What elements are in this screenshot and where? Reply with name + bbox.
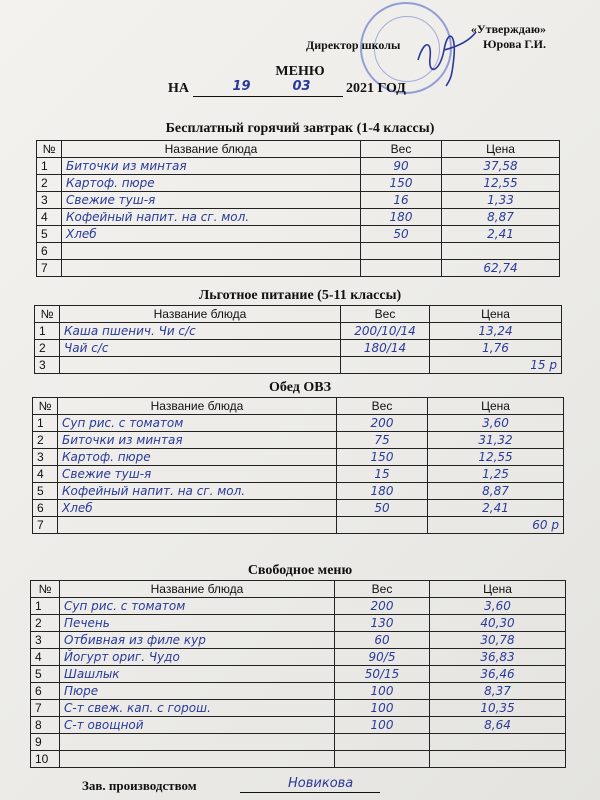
col-weight: Вес bbox=[337, 398, 428, 415]
table-row: 2 Картоф. пюре 150 12,55 bbox=[37, 175, 560, 192]
date-month: 03 bbox=[292, 79, 311, 94]
col-name: Название блюда bbox=[58, 398, 337, 415]
table-row: 6 Пюре 100 8,37 bbox=[31, 683, 566, 700]
table-row: 4 Кофейный напит. на сг. мол. 180 8,87 bbox=[37, 209, 560, 226]
col-no: № bbox=[37, 141, 62, 158]
table-header bbox=[31, 581, 566, 598]
table-breakfast bbox=[36, 140, 560, 277]
table-row: 5 Хлеб 50 2,41 bbox=[37, 226, 560, 243]
footer-signature-line bbox=[240, 792, 380, 793]
date-blank bbox=[193, 79, 343, 97]
table-discount bbox=[34, 305, 562, 374]
page-title: МЕНЮ bbox=[275, 64, 325, 79]
table-row: 2 Печень 130 40,30 bbox=[31, 615, 566, 632]
table-row: 6 bbox=[37, 243, 560, 260]
approval-block bbox=[471, 22, 546, 52]
col-no: № bbox=[31, 581, 60, 598]
table-row: 1 Каша пшенич. Чи с/с 200/10/14 13,24 bbox=[35, 323, 562, 340]
table-row: 3 15 р bbox=[35, 357, 562, 374]
table-row: 5 Кофейный напит. на сг. мол. 180 8,87 bbox=[33, 483, 564, 500]
col-price: Цена bbox=[428, 398, 564, 415]
section-title-breakfast: Бесплатный горячий завтрак (1-4 классы) bbox=[165, 121, 435, 136]
table-row: 2 Чай с/с 180/14 1,76 bbox=[35, 340, 562, 357]
footer-label: Зав. производством bbox=[82, 778, 197, 793]
date-year: 2021 ГОД bbox=[346, 81, 406, 96]
table-row: 10 bbox=[31, 751, 566, 768]
table-row: 3 Картоф. пюре 150 12,55 bbox=[33, 449, 564, 466]
section-title-ovz: Обед ОВЗ bbox=[269, 380, 331, 395]
table-row: 3 Свежие туш-я 16 1,33 bbox=[37, 192, 560, 209]
section-title-free: Свободное меню bbox=[247, 563, 353, 578]
table-row: 8 С-т овощной 100 8,64 bbox=[31, 717, 566, 734]
col-price: Цена bbox=[430, 306, 562, 323]
date-prefix: НА bbox=[168, 81, 189, 96]
col-no: № bbox=[35, 306, 60, 323]
col-no: № bbox=[33, 398, 58, 415]
table-ovz bbox=[32, 397, 564, 534]
table-header bbox=[33, 398, 564, 415]
col-name: Название блюда bbox=[60, 581, 335, 598]
section-title-discount: Льготное питание (5-11 классы) bbox=[198, 288, 402, 303]
director-label: Директор школы bbox=[306, 38, 401, 52]
col-name: Название блюда bbox=[62, 141, 361, 158]
col-weight: Вес bbox=[361, 141, 442, 158]
table-row: 7 62,74 bbox=[37, 260, 560, 277]
table-row: 1 Суп рис. с томатом 200 3,60 bbox=[33, 415, 564, 432]
col-price: Цена bbox=[430, 581, 566, 598]
table-free bbox=[30, 580, 566, 768]
table-row: 1 Биточки из минтая 90 37,58 bbox=[37, 158, 560, 175]
table-header bbox=[37, 141, 560, 158]
col-weight: Вес bbox=[335, 581, 430, 598]
table-row: 3 Отбивная из филе кур 60 30,78 bbox=[31, 632, 566, 649]
col-weight: Вес bbox=[341, 306, 430, 323]
table-row: 4 Йогурт ориг. Чудо 90/5 36,83 bbox=[31, 649, 566, 666]
col-name: Название блюда bbox=[60, 306, 341, 323]
director-name: Юрова Г.И. bbox=[483, 37, 546, 51]
table-row: 4 Свежие туш-я 15 1,25 bbox=[33, 466, 564, 483]
table-row: 5 Шашлык 50/15 36,46 bbox=[31, 666, 566, 683]
col-price: Цена bbox=[442, 141, 560, 158]
date-line bbox=[168, 81, 406, 97]
table-row: 6 Хлеб 50 2,41 bbox=[33, 500, 564, 517]
table-row: 7 60 р bbox=[33, 517, 564, 534]
table-header bbox=[35, 306, 562, 323]
footer-signature: Новикова bbox=[288, 776, 354, 791]
table-row: 7 С-т свеж. кап. с горош. 100 10,35 bbox=[31, 700, 566, 717]
table-row: 2 Биточки из минтая 75 31,32 bbox=[33, 432, 564, 449]
table-row: 1 Суп рис. с томатом 200 3,60 bbox=[31, 598, 566, 615]
table-row: 9 bbox=[31, 734, 566, 751]
approve-label: «Утверждаю» bbox=[470, 22, 546, 36]
date-day: 19 bbox=[232, 79, 251, 94]
